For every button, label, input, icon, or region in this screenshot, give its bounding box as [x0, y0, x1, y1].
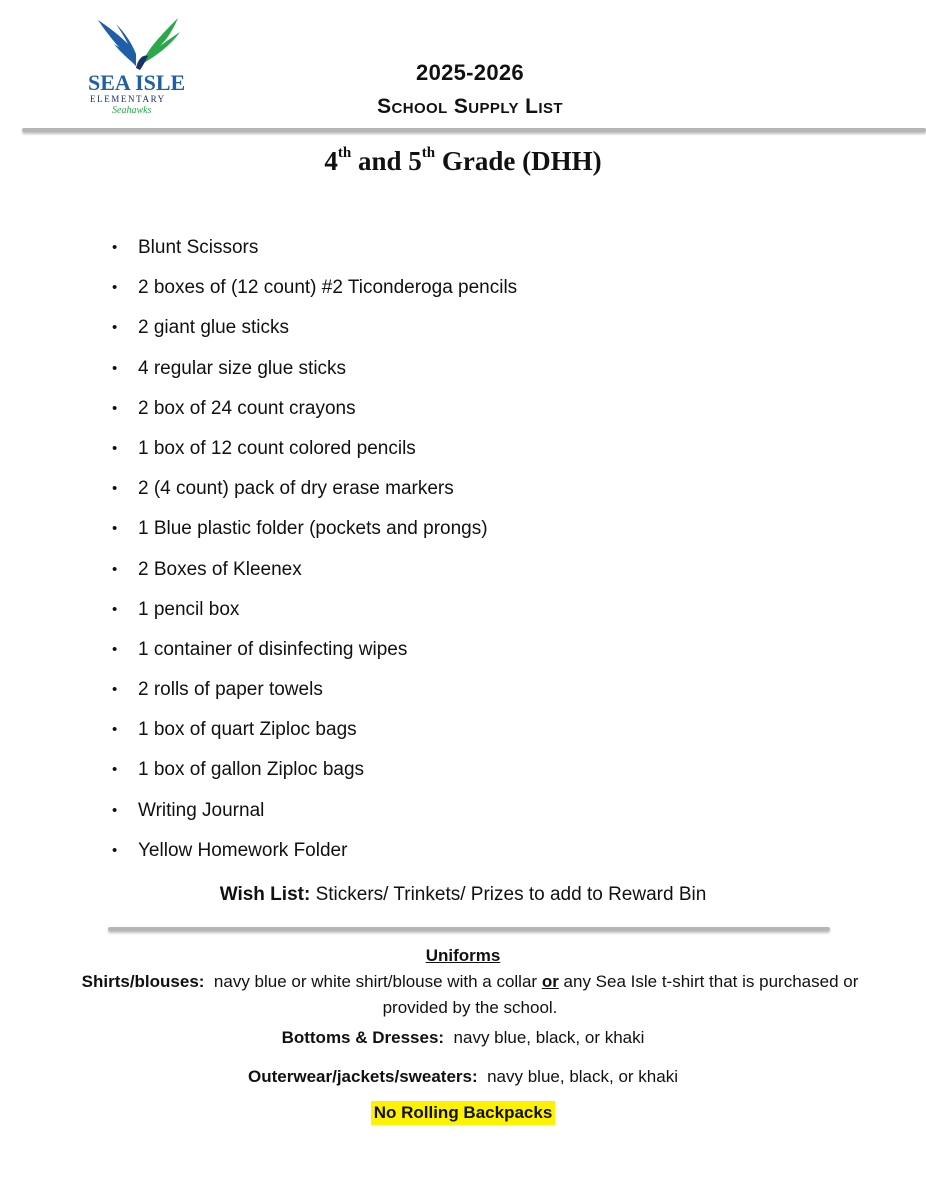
list-item	[0, 228, 926, 268]
bullet: •	[112, 600, 118, 618]
list-item	[0, 710, 926, 750]
list-item	[0, 429, 926, 469]
supply-item-text: 2 rolls of paper towels	[138, 679, 323, 701]
list-item	[0, 630, 926, 670]
bottoms-text: navy blue, black, or khaki	[453, 1028, 645, 1047]
uniforms-heading: Uniforms	[425, 946, 501, 965]
seahawk-icon	[98, 18, 180, 70]
list-item	[0, 831, 926, 871]
bullet: •	[112, 319, 118, 337]
shirts-text-b: any Sea Isle t-shirt that is purchased or provided by the school.	[382, 972, 859, 1017]
list-item	[0, 550, 926, 590]
supply-list	[0, 228, 926, 871]
list-item	[0, 590, 926, 630]
supply-item-text: Yellow Homework Folder	[138, 839, 348, 861]
supply-item-text: 1 Blue plastic folder (pockets and prongs)	[138, 518, 488, 540]
wish-list	[0, 884, 926, 906]
grade-second: 5	[408, 146, 422, 176]
wish-list-text: Stickers/ Trinkets/ Prizes to add to Reward Bin	[315, 884, 707, 905]
list-item	[0, 670, 926, 710]
bullet: •	[112, 399, 118, 417]
bullet: •	[112, 681, 118, 699]
shirts-label: Shirts/blouses:	[81, 972, 205, 991]
uniform-shirts	[70, 969, 870, 1021]
list-item	[0, 308, 926, 348]
supply-item-text: 2 (4 count) pack of dry erase markers	[138, 478, 454, 500]
outer-text: navy blue, black, or khaki	[487, 1067, 678, 1086]
notice-wrap	[0, 1101, 926, 1125]
bullet: •	[112, 841, 118, 859]
list-item	[0, 389, 926, 429]
supply-item-text: 2 box of 24 count crayons	[138, 397, 356, 419]
shirts-or: or	[541, 972, 559, 991]
list-item	[0, 750, 926, 790]
list-item	[0, 791, 926, 831]
supply-item-text: 1 box of quart Ziploc bags	[138, 719, 357, 741]
uniform-bottoms	[0, 1028, 926, 1048]
grade-second-suffix: th	[421, 145, 436, 161]
supply-item-text: 1 box of 12 count colored pencils	[138, 437, 416, 459]
list-item	[0, 509, 926, 549]
bullet: •	[112, 520, 118, 538]
bottoms-label: Bottoms & Dresses:	[281, 1028, 445, 1047]
bullet: •	[112, 279, 118, 297]
supply-item-text: Writing Journal	[138, 799, 265, 821]
supply-item-text: Blunt Scissors	[138, 237, 259, 258]
supply-item-text: 1 pencil box	[138, 598, 240, 620]
supply-item-text: 1 container of disinfecting wipes	[138, 638, 408, 660]
bullet: •	[112, 761, 118, 779]
bullet: •	[112, 560, 118, 578]
list-item	[0, 268, 926, 308]
logo-name: SEA ISLE	[88, 70, 186, 95]
bullet: •	[112, 721, 118, 739]
grade-first-suffix: th	[337, 145, 352, 161]
bullet: •	[112, 239, 118, 256]
header-divider	[22, 128, 926, 132]
supply-item-text: 1 box of gallon Ziploc bags	[138, 759, 365, 781]
grade-and: and	[357, 146, 402, 176]
shirts-text-a: navy blue or white shirt/blouse with a collar	[213, 972, 538, 991]
bullet: •	[112, 439, 118, 457]
logo-sub: ELEMENTARY	[90, 94, 166, 104]
grade-rest: Grade (DHH)	[441, 146, 602, 176]
grade-first: 4	[324, 146, 338, 176]
page-title: School Supply List	[377, 95, 563, 118]
grade-heading	[0, 146, 926, 177]
supply-item-text: 2 Boxes of Kleenex	[138, 558, 302, 580]
supply-item-text: 4 regular size glue sticks	[138, 357, 347, 379]
wish-list-label: Wish List:	[219, 884, 311, 905]
list-item	[0, 469, 926, 509]
logo-mascot: Seahawks	[112, 105, 152, 116]
no-rolling-backpacks-notice: No Rolling Backpacks	[371, 1101, 556, 1125]
supply-item-text: 2 boxes of (12 count) #2 Ticonderoga pencils	[138, 277, 518, 299]
uniform-outerwear	[0, 1067, 926, 1087]
list-item	[0, 349, 926, 389]
bullet: •	[112, 640, 118, 658]
bullet: •	[112, 801, 118, 819]
school-logo	[84, 14, 196, 118]
supply-item-text: 2 giant glue sticks	[138, 317, 290, 339]
section-divider	[108, 927, 830, 931]
outer-label: Outerwear/jackets/sweaters:	[248, 1067, 478, 1086]
bullet: •	[112, 359, 118, 377]
school-year: 2025-2026	[416, 60, 524, 85]
bullet: •	[112, 480, 118, 498]
